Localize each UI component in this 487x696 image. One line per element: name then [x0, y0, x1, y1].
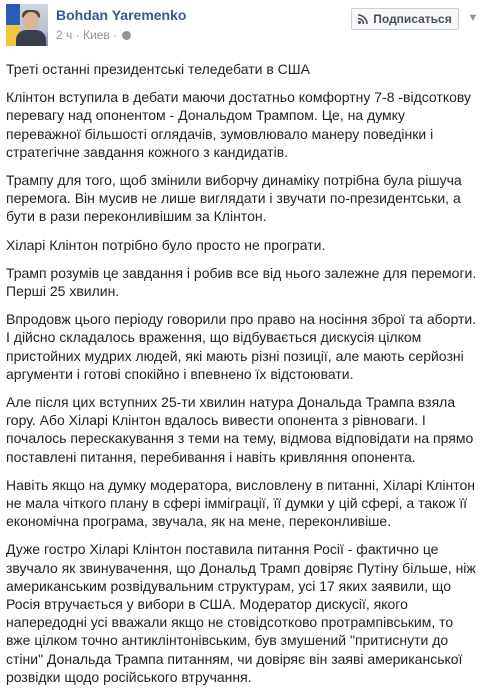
avatar-head [23, 12, 39, 30]
flag-blue-stripe [6, 4, 20, 25]
author-name[interactable]: Bohdan Yaremenko [56, 7, 187, 23]
post-time[interactable]: 2 ч [56, 28, 73, 42]
post-paragraph: Але після цих вступних 25-ти хвилин натура Дональда Трампа взяла гору. Або Хіларі Клінтон вдалось вивести опонента з рівноваги. І почалось перескакування з теми на тему, відмова відповідати на прямо поставлені питання, перебивання і навіть кривляння опонента. [6, 394, 474, 465]
subscribe-label: Подписаться [373, 12, 452, 26]
subscribe-button[interactable] [351, 8, 459, 30]
rss-icon [358, 14, 368, 24]
post-paragraph: Клінтон вступила в дебати маючи достатньо комфортну 7-8 -відсоткову перевагу над опонентом - Дональдом Трампом. Це, на думку переважної більшості оглядачів, зумовлювало манеру поведінки і стратегічне завдання кожного з кандидатів. [6, 89, 472, 160]
avatar-torso [16, 30, 46, 46]
post-paragraph: Хіларі Клінтон потрібно було просто не програти. [6, 236, 326, 253]
post-paragraph: Навіть якщо на думку модератора, висловлену в питанні, Хіларі Клінтон не мала чіткого плану в сфері імміграції, її думки у цій сфері, а також її економічна програма, звучала, як на мене, переконливіше. [6, 476, 476, 530]
meta-separator: · [75, 28, 80, 42]
post-paragraph: Трампу для того, щоб змінили виборчу динаміку потрібна була рішуча перемога. Він мусив не лише виглядати і звучати по-президентськи, а бути в рази переконливішим за Клінтон. [6, 172, 462, 225]
post-meta [56, 28, 131, 42]
post-paragraph: Дуже гостро Хіларі Клінтон поставила питання Росії - фактично це звучало як звинувачення, що Дональд Трамп довіряє Путіну більше, ніж американським розвідувальним структурам, усі 17 яких заявили, що Росія втручається у вибори в США. Модератор дискусії, якого напередодні усі вважали якщо не стовідсотково протрампівським, то вже цілком точно антиклінтонівським, був змушений "притиснути до стіни" Дональда Трампа питанням, чи довіряє він заяві американської розвідки щодо російського втручання. [6, 541, 476, 685]
globe-icon [122, 31, 131, 40]
meta-separator-2: · [113, 28, 118, 42]
post-body [6, 60, 484, 696]
post-paragraph: Треті останні президентські теледебати в США [6, 61, 310, 77]
chevron-down-icon[interactable]: ▼ [467, 12, 479, 24]
post-location[interactable]: Киев [82, 28, 110, 42]
post-header [0, 0, 487, 48]
post-paragraph: Впродовж цього періоду говорили про право на носіння зброї та аборти. І дійсно складалось враження, що відбувається дискусія цілком пристойних мудрих людей, які мають різні позиції, але мають серйозні аргументи і готові спокійно і впевнено їх відстоювати. [6, 311, 477, 382]
avatar[interactable] [6, 4, 48, 46]
post-paragraph: Трамп розумів це завдання і робив все від нього залежне для перемоги. Перші 25 хвилин. [6, 264, 477, 300]
